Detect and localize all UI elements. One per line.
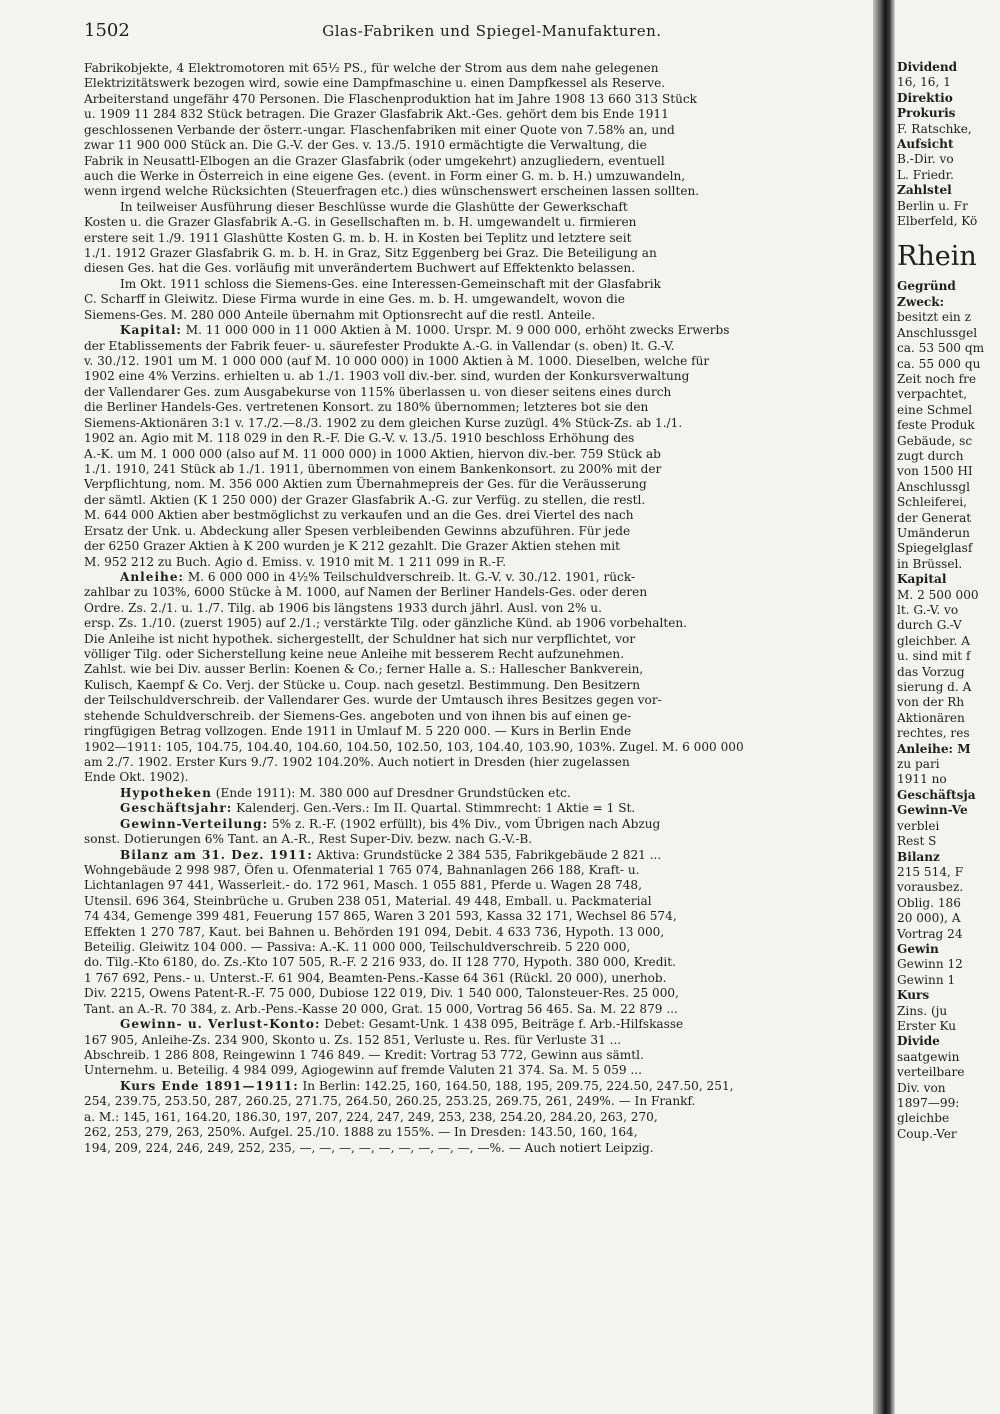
- fragment-line: sierung d. A: [897, 680, 972, 695]
- text-line: [84, 585, 874, 600]
- main-column: [84, 20, 874, 1156]
- line-text: Im Okt. 1911 schloss die Siemens-Ges. eine Interessen-Gemeinschaft mit der Glasfabrik: [120, 276, 661, 291]
- line-text: am 2./7. 1902. Erster Kurs 9./7. 1902 104.20%. Auch notiert in Dresden (hier zugelassen: [84, 754, 630, 769]
- line-text: Zahlst. wie bei Div. ausser Berlin: Koenen & Co.; ferner Halle a. S.: Hallescher Bankverein,: [84, 662, 644, 677]
- text-line: [84, 555, 874, 570]
- page-header: [84, 20, 874, 41]
- text-line: [84, 354, 874, 369]
- text-line: [84, 1094, 874, 1109]
- text-line: [84, 292, 874, 307]
- text-line: [84, 1125, 874, 1140]
- line-text: Fabrikobjekte, 4 Elektromotoren mit 65½ PS., für welche der Strom aus dem nahe gelegenen: [84, 61, 659, 75]
- line-text: In Berlin: 142.25, 160, 164.50, 188, 195, 209.75, 224.50, 247.50, 251,: [298, 1078, 734, 1093]
- fragment-line: F. Ratschke,: [897, 121, 972, 136]
- text-line: [84, 801, 874, 816]
- fragment-line: zugt durch: [897, 448, 964, 463]
- line-text: 1902 eine 4% Verzins. erhielten u. ab 1./1. 1903 voll div.-ber. sind, wurden der Konkursverwaltung: [84, 369, 690, 384]
- fragment-line: von der Rh: [897, 695, 965, 710]
- text-line: [84, 878, 874, 893]
- line-text: 1902—1911: 105, 104.75, 104.40, 104.60, 104.50, 102.50, 103, 104.40, 103.90, 103%. Zugel. M. 6 000 000: [84, 739, 744, 754]
- line-text: M. 6 000 000 in 4½% Teilschuldverschreib. lt. G.-V. v. 30./12. 1901, rück-: [184, 569, 636, 584]
- fragment-line: Berlin u. Fr: [897, 198, 968, 213]
- fragment-line: zu pari: [897, 757, 940, 772]
- fragment-line: B.-Dir. vo: [897, 152, 954, 167]
- line-text: Debet: Gesamt-Unk. 1 438 095, Beiträge f. Arb.-Hilfskasse: [320, 1017, 684, 1032]
- text-line: [84, 92, 874, 107]
- fragment-line: verpachtet,: [897, 387, 968, 402]
- text-line: [84, 740, 874, 755]
- line-text: ringfügigen Betrag vollzogen. Ende 1911 in Umlauf M. 5 220 000. — Kurs in Berlin Ende: [84, 724, 632, 739]
- line-text: der Etablissements der Fabrik feuer- u. säurefester Produkte A.-G. in Vallendar (s. oben) lt. G.-V.: [84, 338, 675, 353]
- line-text: 262, 253, 279, 263, 250%. Aufgel. 25./10. 1888 zu 155%. — In Dresden: 143.50, 160, 164,: [84, 1125, 638, 1140]
- text-line: [84, 1033, 874, 1048]
- line-text: Kalenderj. Gen.-Vers.: Im II. Quartal. Stimmrecht: 1 Aktie = 1 St.: [232, 801, 636, 816]
- text-line: [84, 848, 874, 863]
- text-line: [84, 169, 874, 184]
- line-text: Ordre. Zs. 2./1. u. 1./7. Tilg. ab 1906 bis längstens 1933 durch jährl. Ausl. von 2% u.: [84, 600, 602, 615]
- text-line: [84, 647, 874, 662]
- text-line: [84, 755, 874, 770]
- text-line: [84, 863, 874, 878]
- fragment-line: Gegründ: [897, 279, 956, 294]
- fragment-line: Anschlussgel: [897, 325, 978, 340]
- text-line: [84, 184, 874, 199]
- fragment-line: 215 514, F: [897, 864, 964, 879]
- page-gutter-shadow: [873, 0, 895, 1414]
- section-label: Anleihe:: [120, 569, 185, 584]
- line-text: der 6250 Grazer Aktien à K 200 wurden je K 212 gezahlt. Die Grazer Aktien stehen mit: [84, 539, 621, 554]
- line-text: Wohngebäude 2 998 987, Öfen u. Ofenmaterial 1 765 074, Bahnanlagen 266 188, Kraft- u.: [84, 862, 640, 877]
- line-text: Lichtanlagen 97 441, Wasserleit.- do. 172 961, Masch. 1 055 881, Pferde u. Wagen 28 748,: [84, 878, 642, 893]
- fragment-line: Umänderun: [897, 525, 970, 540]
- fragment-line: saatgewin: [897, 1049, 960, 1064]
- fragment-line: Kurs: [897, 988, 930, 1003]
- fragment-line: Prokuris: [897, 106, 956, 121]
- text-line: [84, 616, 874, 631]
- fragment-line: Dividend: [897, 60, 958, 74]
- text-line: [84, 909, 874, 924]
- text-line: [84, 107, 874, 122]
- line-text: Ersatz der Unk. u. Abdeckung aller Spesen verbleibenden Gewinns abzuführen. Für jede: [84, 523, 631, 538]
- line-text: auch die Werke in Österreich in eine eigene Ges. (event. in Form einer G. m. b. H.) umzuwandeln,: [84, 168, 686, 183]
- fragment-line: Aufsicht: [897, 137, 954, 152]
- text-line: [84, 1048, 874, 1063]
- text-line: [84, 770, 874, 785]
- text-line: [84, 817, 874, 832]
- text-line: [84, 1063, 874, 1078]
- line-text: 1 767 692, Pens.- u. Unterst.-F. 61 904, Beamten-Pens.-Kasse 64 361 (Rückl. 20 000), unerhob.: [84, 970, 667, 985]
- text-line: [84, 61, 874, 76]
- text-line: [84, 1110, 874, 1125]
- line-text: geschlossenen Verbande der österr.-ungar. Flaschenfabriken mit einer Quote von 7.58% an, und: [84, 122, 675, 137]
- fragment-line: L. Friedr.: [897, 167, 954, 182]
- fragment-line: Bilanz: [897, 849, 940, 864]
- line-text: Ende Okt. 1902).: [84, 770, 189, 785]
- fragment-line: Gewinn 12: [897, 957, 963, 972]
- fragment-line: Direktio: [897, 90, 953, 105]
- text-line: [84, 693, 874, 708]
- line-text: Siemens-Ges. M. 280 000 Anteile übernahm mit Optionsrecht auf die restl. Anteile.: [84, 307, 596, 322]
- line-text: 194, 209, 224, 246, 249, 252, 235, —, —, —, —, —, —, —, —, —, —%. — Auch notiert Leipzig.: [84, 1140, 654, 1155]
- line-text: Fabrik in Neusattl-Elbogen an die Grazer Glasfabrik (oder umgekehrt) anzugliedern, eventuell: [84, 153, 665, 168]
- text-line: [84, 400, 874, 415]
- line-text: v. 30./12. 1901 um M. 1 000 000 (auf M. 10 000 000) in 1000 Aktien à M. 1000. Dieselben, welche für: [84, 354, 710, 369]
- fragment-line: gleichber. A: [897, 633, 970, 648]
- running-title: Glas-Fabriken und Spiegel-Manufakturen.: [322, 22, 662, 40]
- fragment-line: 20 000), A: [897, 911, 961, 926]
- text-line: [84, 940, 874, 955]
- fragment-line: verblei: [897, 818, 940, 833]
- line-text: erstere seit 1./9. 1911 Glashütte Kosten G. m. b. H. in Kosten bei Teplitz und letztere seit: [84, 230, 632, 245]
- text-line: [84, 601, 874, 616]
- text-line: [84, 493, 874, 508]
- fragment-line: Aktionären: [897, 710, 965, 725]
- fragment-line: von 1500 HI: [897, 464, 973, 479]
- line-text: der Teilschuldverschreib. der Vallendarer Ges. wurde der Umtausch ihres Besitzes gegen vor-: [84, 693, 662, 708]
- text-line: [84, 138, 874, 153]
- text-line: [84, 894, 874, 909]
- text-line: [84, 508, 874, 523]
- line-text: Unternehm. u. Beteilig. 4 984 099, Agiogewinn auf fremde Valuten 21 374. Sa. M. 5 059 ...: [84, 1063, 642, 1078]
- fragment-line: Gewinn-Ve: [897, 803, 968, 818]
- text-line: [84, 832, 874, 847]
- fragment-line: 1911 no: [897, 772, 947, 787]
- text-line: [84, 246, 874, 261]
- text-line: [84, 231, 874, 246]
- text-line: [84, 123, 874, 138]
- text-line: [84, 261, 874, 276]
- fragment-line: M. 2 500 000: [897, 587, 979, 602]
- text-line: [84, 308, 874, 323]
- line-text: A.-K. um M. 1 000 000 (also auf M. 11 000 000) in 1000 Aktien, hiervon div.-ber. 759 Stück ab: [84, 446, 661, 461]
- line-text: 1./1. 1912 Grazer Glasfabrik G. m. b. H. in Graz, Sitz Eggenberg bei Graz. Die Beteiligung an: [84, 246, 657, 261]
- fragment-line: der Generat: [897, 510, 972, 525]
- line-text: u. 1909 11 284 832 Stück betragen. Die Grazer Glasfabrik Akt.-Ges. gehört dem bis Ende 1911: [84, 107, 669, 122]
- line-text: a. M.: 145, 161, 164.20, 186.30, 197, 207, 224, 247, 249, 253, 238, 254.20, 284.20, 263, 270,: [84, 1109, 658, 1124]
- section-label: Bilanz am 31. Dez. 1911:: [120, 847, 313, 862]
- text-line: [84, 786, 874, 801]
- fragment-line: Vortrag 24: [897, 926, 963, 941]
- fragment-line: Geschäftsja: [897, 787, 976, 802]
- text-line: [84, 1141, 874, 1156]
- text-line: [84, 955, 874, 970]
- text-line: [84, 709, 874, 724]
- text-line: [84, 447, 874, 462]
- fragment-line: verteilbare: [897, 1065, 965, 1080]
- fragment-line: Anschlussgl: [897, 479, 970, 494]
- adjacent-page-fragment: [897, 60, 1000, 1142]
- line-text: der sämtl. Aktien (K 1 250 000) der Grazer Glasfabrik A.-G. zur Verfüg. zu stellen, die restl.: [84, 492, 646, 507]
- line-text: 254, 239.75, 253.50, 287, 260.25, 271.75, 264.50, 260.25, 253.25, 269.75, 261, 249%. — In Frankf.: [84, 1094, 696, 1109]
- fragment-line: Coup.-Ver: [897, 1126, 957, 1141]
- line-text: Die Anleihe ist nicht hypothek. sichergestellt, der Schuldner hat sich nur verpflichtet, vor: [84, 631, 636, 646]
- text-line: [84, 678, 874, 693]
- section-label: Hypotheken: [120, 785, 212, 800]
- text-line: [84, 154, 874, 169]
- line-text: Kulisch, Kaempf & Co. Verj. der Stücke u. Coup. nach gesetzl. Bestimmung. Den Besitzern: [84, 677, 641, 692]
- line-text: In teilweiser Ausführung dieser Beschlüsse wurde die Glashütte der Gewerkschaft: [120, 199, 628, 214]
- fragment-line: gleichbe: [897, 1111, 950, 1126]
- line-text: ersp. Zs. 1./10. (zuerst 1905) auf 2./1.; verstärkte Tilg. oder gänzliche Künd. ab 1906 vorbehalten.: [84, 616, 687, 631]
- line-text: der Vallendarer Ges. zum Ausgabekurse von 115% überlassen u. von dieser seitens eines durch: [84, 384, 672, 399]
- fragment-line: Gebäude, sc: [897, 433, 973, 448]
- line-text: sonst. Dotierungen 6% Tant. an A.-R., Rest Super-Div. bezw. nach G.-V.-B.: [84, 832, 533, 847]
- text-line: [84, 1017, 874, 1032]
- line-text: zwar 11 900 000 Stück an. Die G.-V. der Ges. v. 13./5. 1910 ermächtigte die Verwaltung, die: [84, 138, 647, 153]
- fragment-line: Anleihe: M: [897, 741, 971, 756]
- section-label: Gewinn- u. Verlust-Konto:: [120, 1017, 321, 1032]
- text-line: [84, 925, 874, 940]
- fragment-line: Elberfeld, Kö: [897, 214, 978, 229]
- line-text: völliger Tilg. oder Sicherstellung keine neue Anleihe mit besserem Recht aufzunehmen.: [84, 647, 625, 662]
- fragment-line: Zahlstel: [897, 183, 952, 198]
- line-text: Aktiva: Grundstücke 2 384 535, Fabrikgebäude 2 821 ...: [312, 847, 662, 862]
- page-number: 1502: [84, 20, 130, 41]
- text-line: [84, 1079, 874, 1094]
- text-line: [84, 462, 874, 477]
- section-label: Gewinn-Verteilung:: [120, 816, 269, 831]
- text-line: [84, 76, 874, 91]
- fragment-line: ca. 53 500 qm: [897, 341, 985, 356]
- line-text: zahlbar zu 103%, 6000 Stücke à M. 1000, auf Namen der Berliner Handels-Ges. oder deren: [84, 585, 648, 600]
- text-line: [84, 971, 874, 986]
- section-label: Geschäftsjahr:: [120, 801, 233, 816]
- fragment-line: das Vorzug: [897, 664, 965, 679]
- fragment-heading: Rhein: [897, 241, 977, 273]
- line-text: M. 11 000 000 in 11 000 Aktien à M. 1000. Urspr. M. 9 000 000, erhöht zwecks Erwerbs: [181, 323, 730, 338]
- fragment-line: Div. von: [897, 1080, 946, 1095]
- line-text: 1902 an. Agio mit M. 118 029 in den R.-F. Die G.-V. v. 13./5. 1910 beschloss Erhöhung des: [84, 431, 635, 446]
- fragment-line: Oblig. 186: [897, 895, 961, 910]
- fragment-line: 16, 16, 1: [897, 75, 951, 90]
- text-line: [84, 323, 874, 338]
- line-text: Kosten u. die Grazer Glasfabrik A.-G. in Gesellschaften m. b. H. umgewandelt u. firmieren: [84, 215, 637, 230]
- line-text: Verpflichtung, nom. M. 356 000 Aktien zum Übernahmepreis der Ges. für die Veräusserung: [84, 477, 647, 492]
- fragment-line: Gewinn 1: [897, 972, 956, 987]
- fragment-line: Zeit noch fre: [897, 371, 977, 386]
- fragment-line: Zins. (ju: [897, 1003, 948, 1018]
- text-line: [84, 215, 874, 230]
- body-text: [84, 61, 874, 1156]
- line-text: 167 905, Anleihe-Zs. 234 900, Skonto u. Zs. 152 851, Verluste u. Res. für Verluste 31 ...: [84, 1032, 622, 1047]
- fragment-line: lt. G.-V. vo: [897, 603, 959, 617]
- fragment-line: Rest S: [897, 834, 937, 849]
- line-text: die Berliner Handels-Ges. vertretenen Konsort. zu 180% übernommen; letzteres bot sie den: [84, 400, 649, 415]
- text-line: [84, 1002, 874, 1017]
- fragment-line: vorausbez.: [897, 880, 964, 895]
- section-label: Kurs Ende 1891—1911:: [120, 1078, 299, 1093]
- line-text: wenn irgend welche Rücksichten (Steuerfragen etc.) dies wünschenswert erscheinen lassen sollten.: [84, 184, 700, 199]
- line-text: M. 644 000 Aktien aber bestmöglichst zu verkaufen und an die Ges. drei Viertel des nach: [84, 508, 634, 523]
- text-line: [84, 385, 874, 400]
- line-text: diesen Ges. hat die Ges. vorläufig mit unverändertem Buchwert auf Effektenkto belassen.: [84, 261, 636, 276]
- line-text: Div. 2215, Owens Patent-R.-F. 75 000, Dubiose 122 019, Div. 1 540 000, Talonsteuer-Res. 25 000,: [84, 986, 679, 1001]
- fragment-line: 1897—99:: [897, 1096, 960, 1110]
- fragment-line: u. sind mit f: [897, 649, 971, 664]
- fragment-line: Divide: [897, 1034, 940, 1049]
- text-line: [84, 632, 874, 647]
- line-text: C. Scharff in Gleiwitz. Diese Firma wurde in eine Ges. m. b. H. umgewandelt, wovon die: [84, 292, 625, 307]
- text-line: [84, 416, 874, 431]
- line-text: Tant. an A.-R. 70 384, z. Arb.-Pens.-Kasse 20 000, Grat. 15 000, Vortrag 56 465. Sa. M. 22 879 ...: [84, 1001, 678, 1016]
- line-text: stehende Schuldverschreib. der Siemens-Ges. angeboten und von ihnen bis auf einen ge-: [84, 708, 632, 723]
- fragment-line: ca. 55 000 qu: [897, 356, 981, 371]
- line-text: Arbeiterstand ungefähr 470 Personen. Die Flaschenproduktion hat im Jahre 1908 13 660 313 Stück: [84, 91, 697, 106]
- text-line: [84, 524, 874, 539]
- text-line: [84, 477, 874, 492]
- fragment-line: Schleiferei,: [897, 495, 968, 510]
- fragment-line: feste Produk: [897, 418, 975, 433]
- text-line: [84, 986, 874, 1001]
- line-text: 1./1. 1910, 241 Stück ab 1./1. 1911, übernommen von einem Bankenkonsort. zu 200% mit der: [84, 461, 662, 476]
- line-text: Utensil. 696 364, Steinbrüche u. Gruben 238 051, Material. 49 448, Emball. u. Packmaterial: [84, 893, 652, 908]
- fragment-line: Erster Ku: [897, 1018, 957, 1033]
- text-line: [84, 431, 874, 446]
- fragment-line: Gewin: [897, 941, 939, 956]
- text-line: [84, 724, 874, 739]
- text-line: [84, 662, 874, 677]
- fragment-line: eine Schmel: [897, 402, 973, 417]
- line-text: do. Tilg.-Kto 6180, do. Zs.-Kto 107 505, R.-F. 2 216 933, do. II 128 770, Hypoth. 380 000, Kredit.: [84, 955, 677, 970]
- line-text: 74 434, Gemenge 399 481, Feuerung 157 865, Waren 3 201 593, Kassa 32 171, Wechsel 86 574,: [84, 909, 677, 924]
- text-line: [84, 277, 874, 292]
- section-label: Kapital:: [120, 323, 182, 338]
- fragment-line: Kapital: [897, 572, 947, 587]
- fragment-line: in Brüssel.: [897, 556, 963, 571]
- text-line: [84, 570, 874, 585]
- line-text: Siemens-Aktionären 3:1 v. 17./2.—8./3. 1902 zu dem gleichen Kurse zuzügl. 4% Stück-Zs. ab 1./1.: [84, 415, 683, 430]
- line-text: Beteilig. Gleiwitz 104 000. — Passiva: A.-K. 11 000 000, Teilschuldverschreib. 5 220 000,: [84, 940, 631, 955]
- text-line: [84, 539, 874, 554]
- text-line: [84, 369, 874, 384]
- line-text: M. 952 212 zu Buch. Agio d. Emiss. v. 1910 mit M. 1 211 099 in R.-F.: [84, 554, 507, 569]
- fragment-line: rechtes, res: [897, 726, 970, 741]
- line-text: 5% z. R.-F. (1902 erfüllt), bis 4% Div., vom Übrigen nach Abzug: [268, 816, 661, 831]
- line-text: Elektrizitätswerk bezogen wird, sowie eine Dampfmaschine u. einen Dampfkessel als Reserve.: [84, 76, 666, 91]
- line-text: Abschreib. 1 286 808, Reingewinn 1 746 849. — Kredit: Vortrag 53 772, Gewinn aus sämtl.: [84, 1048, 644, 1062]
- text-line: [84, 339, 874, 354]
- fragment-line: Zweck:: [897, 294, 945, 309]
- fragment-line: besitzt ein z: [897, 310, 971, 325]
- fragment-line: durch G.-V: [897, 618, 962, 633]
- line-text: (Ende 1911): M. 380 000 auf Dresdner Grundstücken etc.: [211, 785, 571, 800]
- line-text: Effekten 1 270 787, Kaut. bei Bahnen u. Behörden 191 094, Debit. 4 633 736, Hypoth. 13 000,: [84, 924, 665, 939]
- text-line: [84, 200, 874, 215]
- fragment-line: Spiegelglasf: [897, 541, 973, 556]
